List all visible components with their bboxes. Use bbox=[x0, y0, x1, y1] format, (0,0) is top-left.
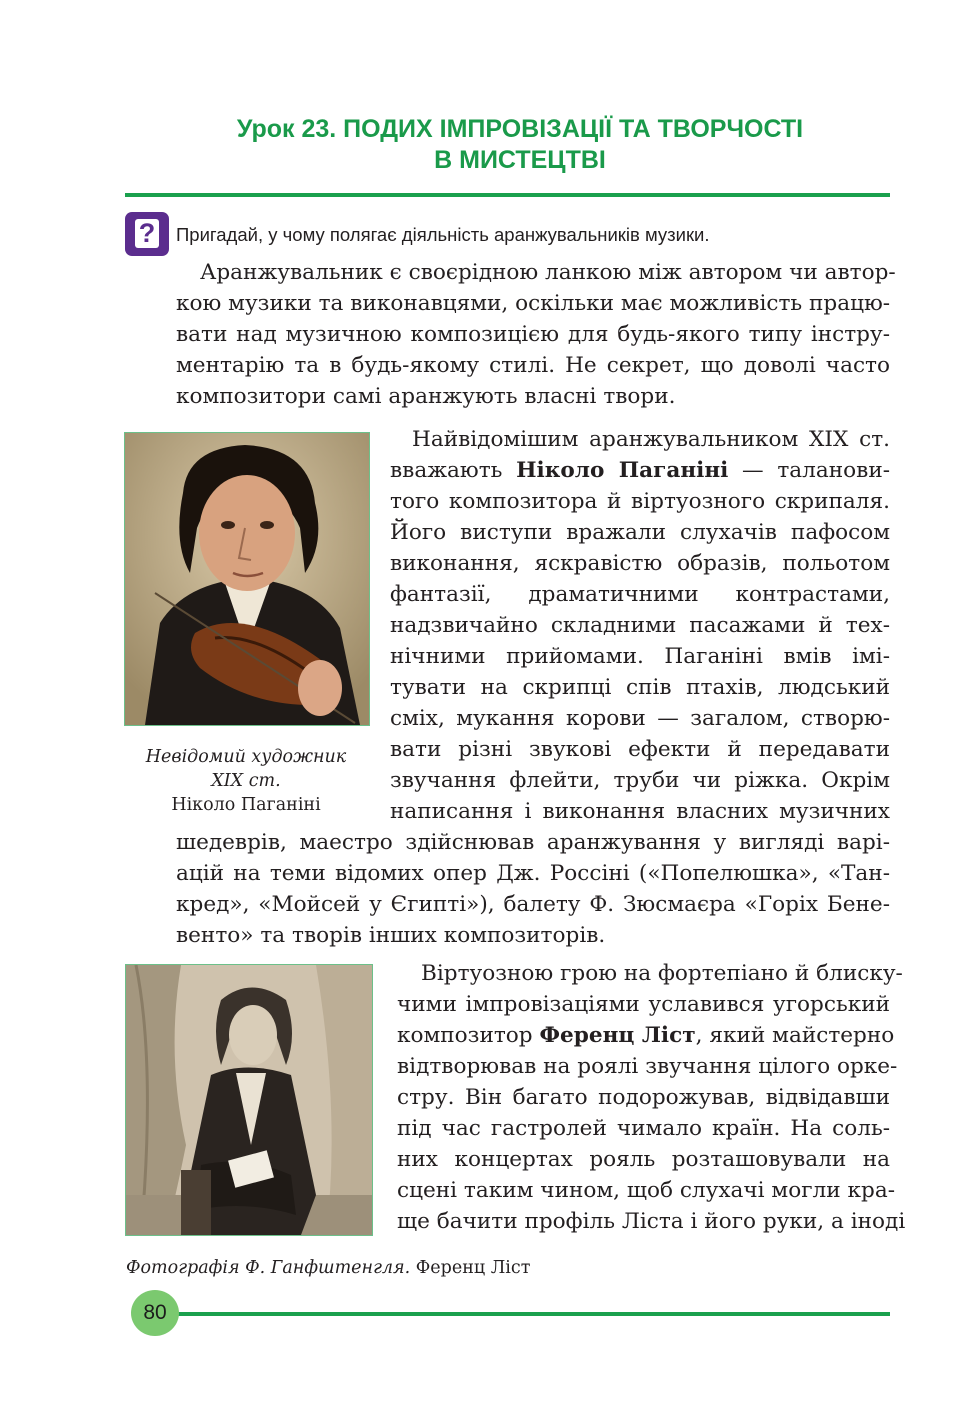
recall-question: Пригадай, у чому полягає діяльність аранжувальників музики. bbox=[176, 224, 710, 245]
header-divider bbox=[125, 193, 890, 197]
paragraph2-line: написання і виконання власних музичних bbox=[390, 799, 890, 824]
paragraph2-line: сміх, мукання корови — загалом, створю- bbox=[390, 706, 890, 731]
paragraph2-line: виконання, яскравістю образів, польотом bbox=[390, 551, 890, 576]
paragraph3-line: під час гастролей чимало країн. На соль- bbox=[397, 1116, 890, 1141]
paragraph3-line: Віртуозною грою на фортепіано й блиску- bbox=[421, 961, 903, 986]
footer-divider bbox=[150, 1312, 890, 1316]
paragraph2-line: звучання флейти, труби чи ріжка. Окрім bbox=[390, 768, 890, 793]
paragraph3-line: них концертах рояль розташовували на bbox=[397, 1147, 890, 1172]
paragraph2-line: надзвичайно складними пасажами й тех- bbox=[390, 613, 890, 638]
paragraph2-line: венто» та творів інших композиторів. bbox=[176, 923, 606, 948]
paganini-portrait bbox=[124, 432, 370, 726]
paragraph1-line: композитори самі аранжують власні твори. bbox=[176, 384, 676, 409]
paragraph2-line: того композитора й віртуозного скрипаля. bbox=[390, 489, 890, 514]
question-icon bbox=[125, 212, 169, 256]
paragraph2-line: шедеврів, маестро здійснював аранжування у вигляді варі- bbox=[176, 830, 890, 855]
paragraph2-line: фантазії, драматичними контрастами, bbox=[390, 582, 890, 607]
paragraph1-line: вати над музичною композицією для будь-якого типу інстру- bbox=[176, 322, 890, 347]
paragraph2-line: ацій на теми відомих опер Дж. Россіні («Попелюшка», «Тан- bbox=[176, 861, 890, 886]
paragraph3-line: чими імпровізаціями уславився угорський bbox=[397, 992, 890, 1017]
paragraph2-line: Його виступи вражали слухачів пафосом bbox=[390, 520, 890, 545]
lesson-title bbox=[125, 114, 915, 176]
paragraph2-line: вати різні звукові ефекти й передавати bbox=[390, 737, 890, 762]
paragraph1-line: Аранжувальник є своєрідною ланкою між автором чи автор- bbox=[200, 260, 896, 285]
paragraph3-line-with-bold: композитор Ференц Ліст, який майстерно bbox=[397, 1023, 895, 1048]
lesson-title-line1: Урок 23. ПОДИХ ІМПРОВІЗАЦІЇ ТА ТВОРЧОСТІ bbox=[236, 115, 804, 143]
liszt-name: Ференц Ліст bbox=[539, 1023, 696, 1048]
paragraph1-line: кою музики та виконавцями, оскільки має можливість працю- bbox=[176, 291, 891, 316]
lesson-title-line2: В МИСТЕЦТВІ bbox=[434, 146, 606, 174]
paganini-caption-artist: Невідомий художник bbox=[145, 747, 347, 767]
page-number: 80 bbox=[131, 1290, 179, 1336]
paragraph1-line: ментарію та в будь-якому стилі. Не секрет, що доволі часто bbox=[176, 353, 890, 378]
paragraph3-line: сцені таким чином, щоб слухачі могли кра- bbox=[397, 1178, 896, 1203]
paganini-caption-name: Ніколо Паганіні bbox=[171, 795, 321, 815]
paragraph3-line: стру. Він багато подорожував, відвідавши bbox=[397, 1085, 890, 1110]
paragraph2-line: кред», «Мойсей у Єгипті»), балету Ф. Зюсмаєра «Горіх Бене- bbox=[176, 892, 890, 917]
paragraph2-line-with-bold: вважають Ніколо Паганіні — таланови- bbox=[390, 458, 891, 483]
paganini-caption-century: XIX ст. bbox=[211, 771, 281, 791]
paragraph2-line: нічними прийомами. Паганіні вмів імі- bbox=[390, 644, 890, 669]
paragraph3-line: ще бачити профіль Ліста і його руки, а іноді bbox=[397, 1209, 906, 1234]
question-mark-glyph: ? bbox=[135, 219, 159, 248]
liszt-photograph bbox=[125, 964, 373, 1236]
paragraph3-line: відтворював на роялі звучання цілого орке- bbox=[397, 1054, 898, 1079]
liszt-caption: Фотографія Ф. Ганфштенгля. Ференц Ліст bbox=[126, 1258, 531, 1278]
paganini-name: Ніколо Паганіні bbox=[516, 458, 729, 483]
paragraph2-line: тувати на скрипці спів птахів, людський bbox=[390, 675, 890, 700]
paragraph2-line: Найвідомішим аранжувальником XIX ст. bbox=[412, 427, 890, 452]
